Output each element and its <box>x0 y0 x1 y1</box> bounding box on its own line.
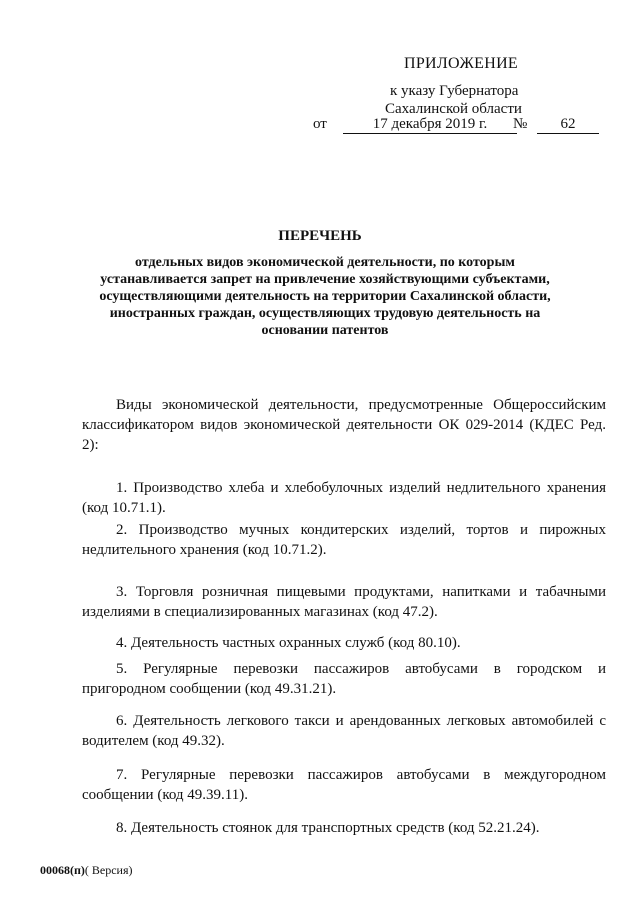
list-item-text: 7. Регулярные перевозки пассажиров автобусами в междугородном сообщении (код 49.39.11). <box>82 767 606 803</box>
appendix-decree-line: к указу Губернатора <box>390 83 519 99</box>
document-heading: ПЕРЕЧЕНЬ <box>278 228 362 244</box>
list-item-text: 6. Деятельность легкового такси и арендованных легковых автомобилей с водителем (код 49.32). <box>82 713 606 749</box>
list-item <box>82 711 606 751</box>
list-item <box>82 582 606 622</box>
appendix-region-line: Сахалинской области <box>385 101 522 117</box>
list-item-text: 2. Производство мучных кондитерских изделий, тортов и пирожных недлительного хранения (код 10.71.2). <box>82 522 606 558</box>
intro-paragraph <box>82 395 606 455</box>
intro-text: Виды экономической деятельности, предусмотренные Общероссийским классификатором видов экономической деятельности ОК 029-2014 (КДЕС Ред. 2): <box>82 397 606 453</box>
decree-date: 17 декабря 2019 г. <box>343 116 517 134</box>
list-item <box>82 765 606 805</box>
number-sign: № <box>513 116 528 132</box>
list-item-text: 5. Регулярные перевозки пассажиров автобусами в городском и пригородном сообщении (код 49.31.21). <box>82 661 606 697</box>
list-item-text: 1. Производство хлеба и хлебобулочных изделий недлительного хранения (код 10.71.1). <box>82 480 606 516</box>
document-footer <box>40 863 133 878</box>
date-prefix: от <box>313 116 327 132</box>
footer-version: ( Версия) <box>84 863 133 877</box>
document-subheading: отдельных видов экономической деятельности, по которым устанавливается запрет на привлечение хозяйствующими субъектами, осуществляющими деятельность на территории Сахалинской области, иностранных граждан, осуществляющих трудовую деятельность на основании патентов <box>99 255 551 338</box>
list-item <box>82 633 606 653</box>
appendix-title: ПРИЛОЖЕНИЕ <box>404 55 519 72</box>
footer-code: 00068(п) <box>40 863 85 877</box>
list-item-text: 3. Торговля розничная пищевыми продуктами, напитками и табачными изделиями в специализированных магазинах (код 47.2). <box>82 584 606 620</box>
list-item-text: 8. Деятельность стоянок для транспортных средств (код 52.21.24). <box>116 820 540 836</box>
list-item <box>82 520 606 560</box>
list-item <box>82 478 606 518</box>
appendix-date-row <box>313 116 593 138</box>
list-item-text: 4. Деятельность частных охранных служб (код 80.10). <box>116 635 461 651</box>
decree-number: 62 <box>537 116 599 134</box>
list-item <box>82 659 606 699</box>
list-item <box>82 818 606 838</box>
